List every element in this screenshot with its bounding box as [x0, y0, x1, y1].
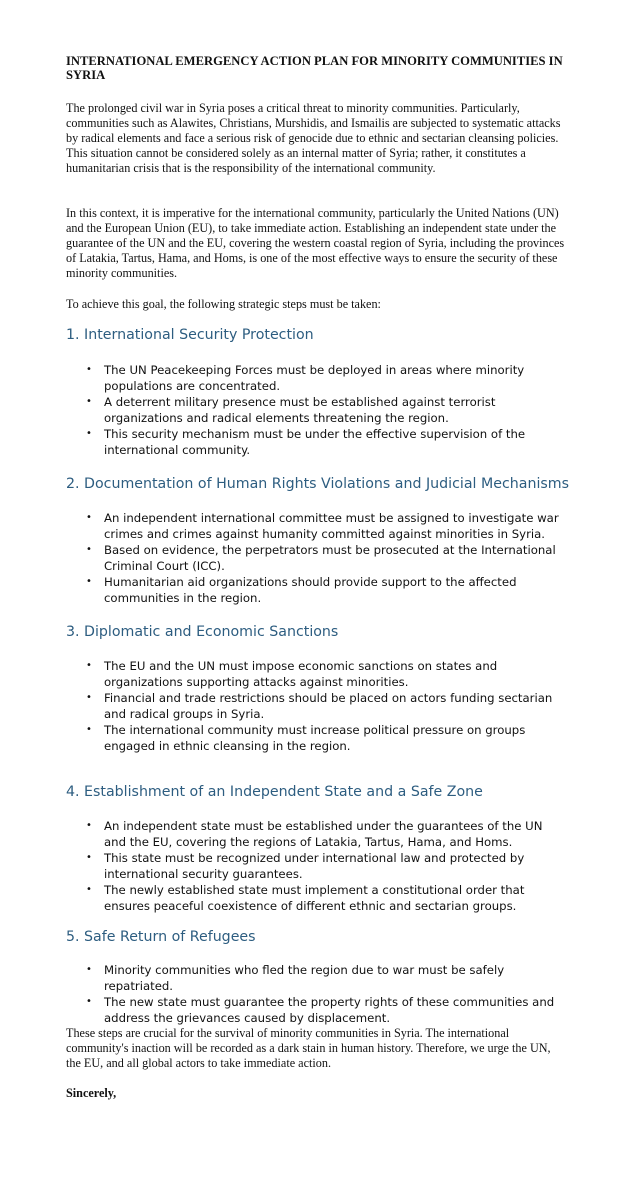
list-item	[0, 658, 564, 690]
bullet-icon: •	[86, 692, 92, 703]
section-heading-security: 1. International Security Protection	[66, 327, 314, 343]
list-item	[0, 542, 564, 574]
document-title: INTERNATIONAL EMERGENCY ACTION PLAN FOR MINORITY COMMUNITIES IN SYRIA	[66, 54, 563, 82]
list-item	[0, 962, 564, 994]
bullet-icon: •	[86, 660, 92, 671]
bullet-icon: •	[86, 364, 92, 375]
list-item	[0, 994, 564, 1026]
bullet-icon: •	[86, 884, 92, 895]
bullet-icon: •	[86, 820, 92, 831]
list-item	[0, 574, 564, 606]
intro-paragraph: The prolonged civil war in Syria poses a critical threat to minority communities. Particularly, communities such as Alawites, Christians, Murshidis, and Ismailis are subjected to systematic attacks by radical elements and face a serious risk of genocide due to ethnic and sectarian cleansing policies. This situation cannot be considered solely as an internal matter of Syria; rather, it constitutes a humanitarian crisis that is the responsibility of the international community.	[66, 101, 561, 176]
section-heading-refugees: 5. Safe Return of Refugees	[66, 929, 256, 945]
list-item	[0, 362, 564, 394]
closing-paragraph: These steps are crucial for the survival of minority communities in Syria. The international community's inaction will be recorded as a dark stain in human history. Therefore, we urge the UN, the EU, and all global actors to take immediate action.	[66, 1026, 551, 1071]
section-bullet-list	[0, 362, 564, 458]
list-item	[0, 510, 564, 542]
bullet-text: The new state must guarantee the property rights of these communities and address the grievances caused by displacement.	[104, 995, 555, 1025]
section-bullet-list	[0, 658, 564, 754]
bullet-text: This security mechanism must be under the effective supervision of the international community.	[104, 427, 526, 457]
bullet-icon: •	[86, 396, 92, 407]
signoff: Sincerely,	[66, 1086, 117, 1100]
intro-paragraph: To achieve this goal, the following strategic steps must be taken:	[66, 297, 381, 311]
section-heading-sanctions: 3. Diplomatic and Economic Sanctions	[66, 624, 339, 640]
section-bullet-list	[0, 818, 564, 914]
bullet-icon: •	[86, 724, 92, 735]
section-heading-independent-state: 4. Establishment of an Independent State and a Safe Zone	[66, 784, 483, 800]
bullet-text: Financial and trade restrictions should be placed on actors funding sectarian and radical groups in Syria.	[104, 691, 553, 721]
bullet-icon: •	[86, 964, 92, 975]
bullet-text: The newly established state must implement a constitutional order that ensures peaceful coexistence of different ethnic and sectarian groups.	[104, 883, 525, 913]
bullet-text: Minority communities who fled the region due to war must be safely repatriated.	[104, 963, 505, 993]
list-item	[0, 394, 564, 426]
bullet-icon: •	[86, 852, 92, 863]
bullet-text: The UN Peacekeeping Forces must be deployed in areas where minority populations are concentrated.	[104, 363, 525, 393]
bullet-text: Humanitarian aid organizations should provide support to the affected communities in the region.	[104, 575, 517, 605]
bullet-text: The international community must increase political pressure on groups engaged in ethnic cleansing in the region.	[104, 723, 526, 753]
section-bullet-list	[0, 962, 564, 1026]
section-heading-documentation: 2. Documentation of Human Rights Violations and Judicial Mechanisms	[66, 476, 569, 492]
list-item	[0, 690, 564, 722]
list-item	[0, 850, 564, 882]
bullet-text: Based on evidence, the perpetrators must be prosecuted at the International Criminal Court (ICC).	[104, 543, 556, 573]
bullet-text: A deterrent military presence must be established against terrorist organizations and radical elements threatening the region.	[104, 395, 496, 425]
list-item	[0, 818, 564, 850]
list-item	[0, 426, 564, 458]
section-bullet-list	[0, 510, 564, 606]
bullet-text: The EU and the UN must impose economic sanctions on states and organizations supporting attacks against minorities.	[104, 659, 498, 689]
intro-paragraph: In this context, it is imperative for the international community, particularly the United Nations (UN) and the European Union (EU), to take immediate action. Establishing an independent state under the guarantee of the UN and the EU, covering the western coastal region of Syria, including the provinces of Latakia, Tartus, Hama, and Homs, is one of the most effective ways to ensure the security of these minority communities.	[66, 206, 565, 281]
bullet-icon: •	[86, 428, 92, 439]
bullet-icon: •	[86, 996, 92, 1007]
bullet-text: This state must be recognized under international law and protected by international security guarantees.	[104, 851, 525, 881]
bullet-icon: •	[86, 576, 92, 587]
bullet-text: An independent state must be established under the guarantees of the UN and the EU, covering the regions of Latakia, Tartus, Hama, and Homs.	[104, 819, 543, 849]
list-item	[0, 882, 564, 914]
list-item	[0, 722, 564, 754]
bullet-text: An independent international committee must be assigned to investigate war crimes and crimes against humanity committed against minorities in Syria.	[104, 511, 559, 541]
bullet-icon: •	[86, 544, 92, 555]
bullet-icon: •	[86, 512, 92, 523]
